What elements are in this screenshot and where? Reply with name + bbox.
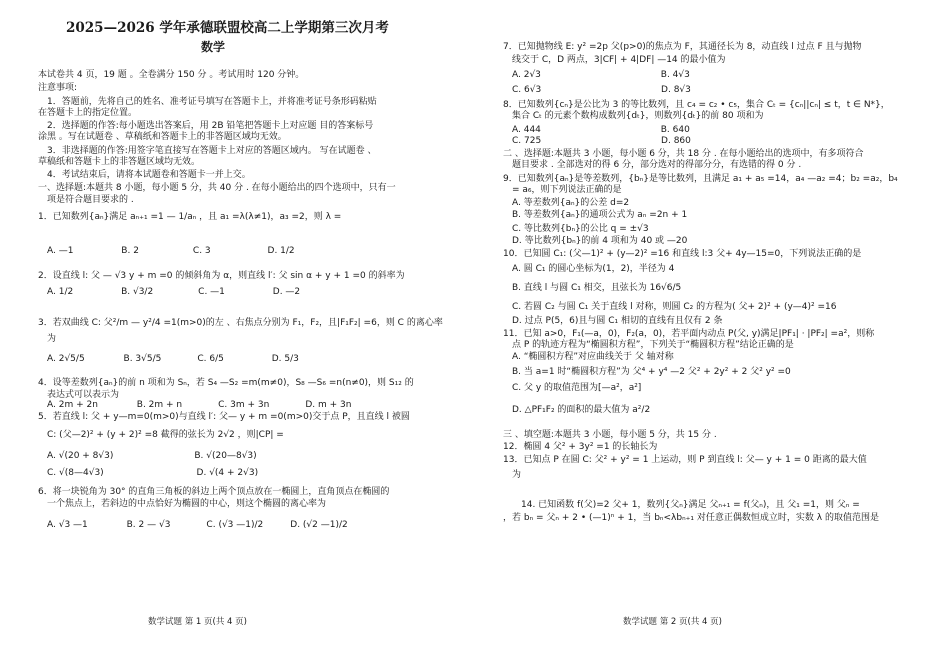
text-line: 本试卷共 4 页，19 题 。全卷满分 150 分 。考试用时 120 分钟。	[38, 70, 305, 80]
text-line: A. √3 —1 B. 2 — √3 C. (√3 —1)/2 D. (√2 —1)/2	[38, 520, 348, 530]
text-line: 2．设直线 l: 父 — √3 y + m =0 的倾斜角为 α，则直线 l′: 父 sin α + y + 1 =0 的斜率为	[38, 271, 405, 281]
text-line: 涂黑 。写在试题卷 、草稿纸和答题卡上的非答题区域均无效。	[38, 132, 287, 142]
text-line: 9．已知数列{aₙ}是等差数列，{bₙ}是等比数列，且满足 a₁ + a₅ =14，a₄ —a₂ =4；b₂ =a₂，b₄	[503, 174, 898, 184]
text-line: A. 2√5/5 B. 3√5/5 C. 6/5 D. 5/3	[38, 354, 299, 364]
text-line: 为	[38, 334, 57, 344]
text-line: 为	[503, 470, 522, 480]
text-line: A. 等差数列{aₙ}的公差 d=2	[503, 198, 630, 208]
text-line: 10．已知圆 C₁: (父—1)² + (y—2)² =16 和直线 l:3 父+ 4y—15=0，下列说法正确的是	[503, 249, 862, 259]
text-line: C: (父—2)² + (y + 2)² =8 截得的弦长为 2√2 ，则|CP| =	[38, 430, 284, 440]
text-line: 6．将一块锐角为 30° 的直角三角板的斜边上两个顶点放在一椭圆上，直角顶点在椭圆的	[38, 487, 390, 497]
text-line: 一、选择题:本题共 8 小题，每小题 5 分，共 40 分 . 在每小题给出的四个选项中，只有一	[38, 183, 396, 193]
text-line: 4．考试结束后，请将本试题卷和答题卡一并上交。	[38, 170, 251, 180]
text-line: 二 、选择题:本题共 3 小题，每小题 6 分，共 18 分 . 在每小题给出的选项中，有多项符合	[503, 149, 864, 159]
exam-title: 2025—2026 学年承德联盟校高二上学期第三次月考	[66, 20, 389, 36]
text-line: 一个焦点上，若斜边的中点恰好为椭圆的中心，则这个椭圆的离心率为	[38, 499, 327, 509]
text-line: 5．若直线 l: 父 + y—m=0(m>0)与直线 l′: 父— y + m =0(m>0)交于点 P，且直线 l 被圆	[38, 412, 410, 422]
text-line: D. △PF₁F₂ 的面积的最大值为 a²/2	[503, 405, 651, 415]
text-line: 项是符合题目要求的 .	[38, 195, 134, 205]
text-line: 4．设等差数列{aₙ}的前 n 项和为 Sₙ，若 S₄ —S₂ =m(m≠0)，S₈ —S₆ =n(n≠0)，则 S₁₂ 的	[38, 378, 414, 388]
text-line: A. “椭圆积方程”对应曲线关于 父 轴对称	[503, 352, 674, 362]
text-line: 表达式可以表示为	[38, 390, 120, 400]
text-line: A. 1/2 B. √3/2 C. —1 D. —2	[38, 287, 301, 297]
text-line: 题目要求 . 全部选对的得 6 分，部分选对的得部分分，有选错的得 0 分 .	[503, 160, 802, 170]
text-line: 注意事项:	[38, 83, 78, 93]
text-line: 2．选择题的作答:每小题选出答案后，用 2B 铅笔把答题卡上对应题 目的答案标号	[38, 121, 374, 131]
text-line: ，若 bₙ = 父ₙ + 2 • (—1)ⁿ + 1，当 bₙ<λbₙ₊₁ 对任意正偶数恒成立时，实数 λ 的取值范围是	[503, 513, 879, 523]
text-line: A. 圆 C₁ 的圆心坐标为(1，2)，半径为 4	[503, 264, 675, 274]
text-line: 13．已知点 P 在圆 C: 父² + y² = 1 上运动，则 P 到直线 l: 父— y + 1 = 0 距离的最大值	[503, 455, 867, 465]
text-line: A. 2√3 B. 4√3	[503, 70, 690, 80]
page-footer-left: 数学试题 第 1 页(共 4 页)	[148, 617, 247, 627]
text-line: 点 P 的轨迹方程为“椭圆积方程”，下列关于“椭圆积方程”结论正确的是	[503, 340, 794, 350]
text-line: 12．椭圆 4 父² + 3y² =1 的长轴长为	[503, 442, 658, 452]
text-line: A. √(20 + 8√3) B. √(20—8√3)	[38, 451, 257, 461]
text-line: 3．若双曲线 C: 父²/m — y²/4 =1(m>0)的左 、右焦点分别为 F₁，F₂，且|F₁F₂| =6，则 C 的离心率	[38, 318, 443, 328]
text-line: B. 等差数列{aₙ}的通项公式为 aₙ =2n + 1	[503, 210, 688, 220]
text-line: A. 444 B. 640	[503, 125, 690, 135]
text-line: C. 若圆 C₂ 与圆 C₁ 关于直线 l 对称，则圆 C₂ 的方程为( 父+ 2)² + (y—4)² =16	[503, 302, 837, 312]
text-line: = a₆，则下列说法正确的是	[503, 185, 622, 195]
text-line: 线交于 C，D 两点，3|CF| + 4|DF| —14 的最小值为	[503, 55, 726, 65]
text-line: 8．已知数列{cₙ}是公比为 3 的等比数列，且 c₄ = c₂ • c₅，集合 Cₜ = {cₙ||cₙ| ≤ t，t ∈ N*}，	[503, 100, 890, 110]
text-line: D. 过点 P(5，6)且与圆 C₁ 相切的直线有且仅有 2 条	[503, 316, 723, 326]
text-line: B. 当 a=1 时“椭圆积方程”为 父⁴ + y⁴ —2 父² + 2y² + 2 父² y² =0	[503, 367, 791, 377]
text-line: 在答题卡上的指定位置。	[38, 108, 138, 118]
text-line: A. 2m + 2n B. 2m + n C. 3m + 3n D. m + 3n	[38, 400, 352, 410]
text-line: 7．已知抛物线 E: y² =2p 父(p>0)的焦点为 F，其通径长为 8，动直线 l 过点 F 且与抛物	[503, 42, 862, 52]
text-line: D. 等比数列{bₙ}的前 4 项和为 40 或 —20	[503, 236, 688, 246]
text-line: 1．答题前，先将自己的姓名、准考证号填写在答题卡上，并将准考证号条形码粘贴	[38, 97, 377, 107]
text-line: 3．非选择题的作答:用签字笔直接写在答题卡上对应的答题区域内。 写在试题卷 、	[38, 146, 377, 156]
text-line: 14. 已知函数 f(父)=2 父+ 1，数列{父ₙ}满足 父ₙ₊₁ = f(父ₙ)，且 父₁ =1，则 父ₙ =	[503, 500, 860, 510]
text-line: 草稿纸和答题卡上的非答题区域均无效。	[38, 157, 201, 167]
text-line: 三 、填空题:本题共 3 小题，每小题 5 分，共 15 分 .	[503, 430, 717, 440]
text-line: 11．已知 a>0，F₁(—a，0)，F₂(a，0)，若平面内动点 P(父, y)满足|PF₁| · |PF₂| =a²，则称	[503, 329, 875, 339]
text-line: 集合 Cₜ 的元素个数构成数列{dₜ}，则数列{dₜ}的前 80 项和为	[503, 111, 764, 121]
text-line: C. 725 D. 860	[503, 136, 691, 146]
text-line: C. 父 y 的取值范围为[—a²，a²]	[503, 383, 642, 393]
page-footer-right: 数学试题 第 2 页(共 4 页)	[623, 617, 722, 627]
text-line: B. 直线 l 与圆 C₁ 相交，且弦长为 16√6/5	[503, 283, 682, 293]
text-line: C. 6√3 D. 8√3	[503, 85, 691, 95]
subject-title: 数学	[201, 40, 226, 54]
text-line: C. √(8—4√3) D. √(4 + 2√3)	[38, 468, 259, 478]
text-line: 1．已知数列{aₙ}满足 aₙ₊₁ =1 — 1/aₙ ，且 a₁ =λ(λ≠1)，a₃ =2，则 λ =	[38, 212, 342, 222]
text-line: A. —1 B. 2 C. 3 D. 1/2	[38, 246, 295, 256]
text-line: C. 等比数列{bₙ}的公比 q = ±√3	[503, 224, 649, 234]
